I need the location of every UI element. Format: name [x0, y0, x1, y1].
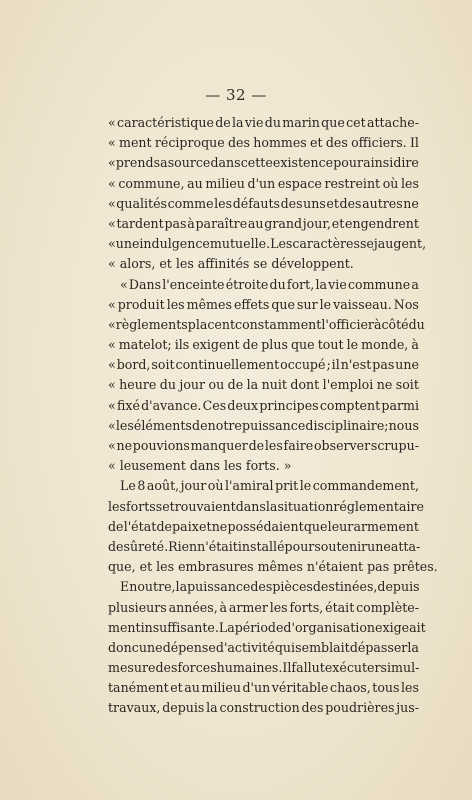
- text-line: de l'état de paix et ne possédaient que leur armement: [108, 518, 419, 534]
- text-line: les forts se trouvaient dans la situation réglementaire: [108, 498, 424, 514]
- text-line: de sûreté. Rien n'était installé pour soutenir une atta-: [108, 538, 421, 554]
- body-text: [108, 113, 438, 719]
- text-line: « fixé d'avance. Ces deux principes comptent parmi: [108, 397, 419, 413]
- text-line: « ne pouvions manquer de les faire observer scrupu-: [108, 438, 419, 453]
- text-line: « caractéristique de la vie du marin que cet attache-: [108, 115, 419, 130]
- text-line: « qualités comme les défauts des uns et des autres ne: [108, 195, 419, 211]
- text-line: « les éléments de notre puissance disciplinaire; nous: [108, 417, 419, 433]
- text-line: « produit les mêmes effets que sur le vaisseau. Nos: [108, 296, 419, 312]
- text-line: « ment réciproque des hommes et des officiers. Il: [108, 135, 419, 151]
- text-line: En outre, la puissance des pièces destinées, depuis: [120, 579, 420, 595]
- text-line: « règlements placent constamment l'officier à côté du: [108, 316, 425, 332]
- text-line: « prend sa source dans cette existence pour ainsi dire: [108, 155, 419, 171]
- text-line: donc une dépense d'activité qui semblait dépasser la: [108, 639, 419, 655]
- page-number: — 32 —: [205, 86, 267, 104]
- text-line: plusieurs années, à armer les forts, était complète-: [108, 599, 419, 615]
- text-line: travaux, depuis la construction des poudrières jus-: [108, 700, 419, 716]
- text-line: « alors, et les affinités se développent.: [108, 256, 354, 272]
- text-line: mesure des forces humaines. Il fallut exécuter simul-: [108, 660, 420, 676]
- text-line: tanément et au milieu d'un véritable chaos, tous les: [108, 680, 419, 696]
- text-line: « une indulgence mutuelle. Les caractères se jaugent,: [108, 236, 427, 252]
- text-line: Le 8 août, jour où l'amiral prit le commandement,: [120, 478, 419, 494]
- text-line: ment insuffisante. La période d'organisation exigeait: [108, 619, 426, 635]
- text-line: « leusement dans les forts. »: [108, 458, 292, 474]
- text-line: que, et les embrasures mêmes n'étaient pas prêtes.: [108, 559, 438, 575]
- text-line: « heure du jour ou de la nuit dont l'emploi ne soit: [108, 377, 419, 393]
- text-line: « commune, au milieu d'un espace restreint où les: [108, 175, 419, 191]
- text-line: « tardent pas à paraître au grand jour, et engendrent: [108, 215, 419, 231]
- text-line: « Dans l'enceinte étroite du fort, la vie commune a: [120, 276, 419, 292]
- text-line: « bord, soit continuellement occupé ; il n'est pas une: [108, 357, 419, 373]
- text-line: « matelot; ils exigent de plus que tout le monde, à: [108, 337, 419, 353]
